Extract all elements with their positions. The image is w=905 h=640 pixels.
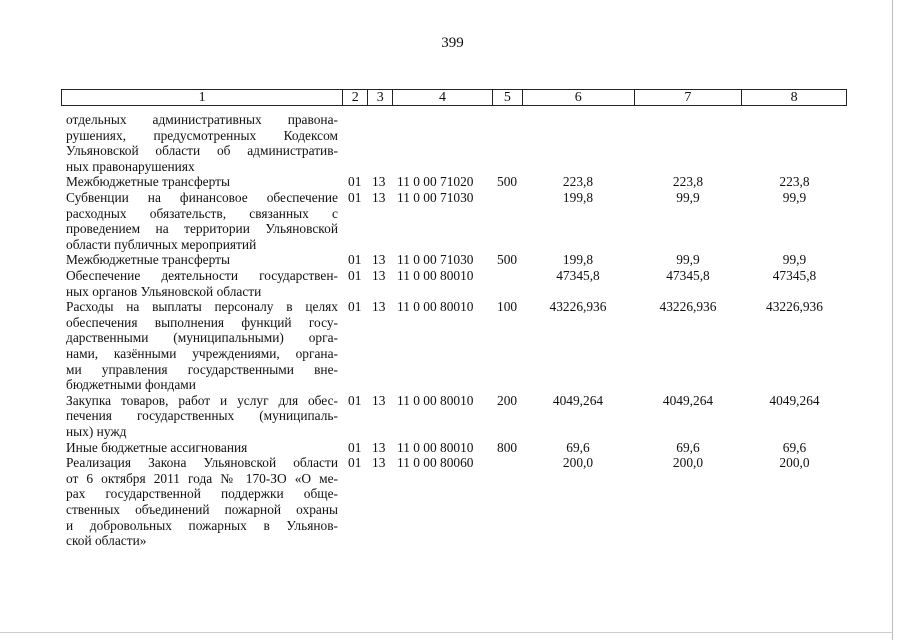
cell-col-3: 13 <box>372 174 386 190</box>
cell-col-7: 69,6 <box>676 439 700 455</box>
cell-col-5: 500 <box>497 252 518 268</box>
row-description <box>66 190 338 252</box>
header-col-6: 6 <box>523 90 635 105</box>
description-line: Субвенции на финансовое обеспечение <box>66 190 338 205</box>
description-line: ми управления государственными вне- <box>66 361 338 377</box>
description-line: области публичных мероприятий <box>66 236 257 252</box>
cell-col-7: 223,8 <box>672 174 704 190</box>
row-description <box>66 440 338 456</box>
cell-col-5: 100 <box>497 299 518 315</box>
row-description <box>66 174 338 190</box>
cell-col-2: 01 <box>348 190 362 205</box>
description-line: нами, казёнными учреждениями, органа- <box>66 345 338 361</box>
cell-col-4: 11 0 00 80060 <box>397 455 474 471</box>
description-line: дарственными (муниципальными) орга- <box>66 330 338 346</box>
cell-col-5: 200 <box>497 392 518 408</box>
cell-col-8: 99,9 <box>782 190 807 205</box>
description-line: ственных объединений пожарной охраны <box>66 501 338 517</box>
cell-col-8: 223,8 <box>779 174 810 190</box>
description-line: ных) нужд <box>66 423 127 439</box>
cell-col-8: 4049,264 <box>769 392 820 408</box>
description-line: ных органов Ульяновской области <box>66 283 262 299</box>
page-edge-right <box>892 0 893 640</box>
description-line: от 6 октября 2011 года № 170-ЗО «О ме- <box>66 470 338 486</box>
cell-col-2: 01 <box>348 455 362 471</box>
description-line: рушениях, предусмотренных Кодексом <box>66 127 338 143</box>
cell-col-8: 200,0 <box>779 455 810 471</box>
header-col-8: 8 <box>790 90 798 105</box>
cell-col-2: 01 <box>348 174 362 190</box>
cell-col-5: 500 <box>497 174 518 190</box>
cell-col-2: 01 <box>348 299 362 315</box>
row-description <box>66 252 338 268</box>
description-line: отдельных административных правона- <box>66 112 338 127</box>
cell-col-6: 69,6 <box>566 439 590 455</box>
cell-col-7: 43226,936 <box>659 299 717 315</box>
cell-col-8: 43226,936 <box>766 299 823 315</box>
description-line: Иные бюджетные ассигнования <box>66 439 248 455</box>
description-line: Обеспечение деятельности государствен- <box>66 268 338 283</box>
description-line: печения государственных (муниципаль- <box>66 408 338 424</box>
cell-col-6: 223,8 <box>562 174 594 190</box>
header-col-4: 4 <box>393 90 493 105</box>
cell-col-2: 01 <box>348 392 362 408</box>
cell-col-4: 11 0 00 80010 <box>397 439 474 455</box>
cell-col-3: 13 <box>372 268 386 283</box>
cell-col-3: 13 <box>372 252 386 268</box>
cell-col-8: 69,6 <box>782 439 807 455</box>
cell-col-4: 11 0 00 71020 <box>397 174 474 190</box>
description-line: ской области» <box>66 533 147 549</box>
description-line: и добровольных пожарных в Ульянов- <box>66 517 338 533</box>
cell-col-3: 13 <box>372 299 386 315</box>
cell-col-8: 47345,8 <box>772 268 817 283</box>
page-number: 399 <box>441 35 464 51</box>
cell-col-7: 4049,264 <box>662 392 714 408</box>
description-line: Межбюджетные трансферты <box>66 252 230 268</box>
cell-col-2: 01 <box>348 268 362 283</box>
cell-col-2: 01 <box>348 439 362 455</box>
page-edge-bottom <box>0 632 893 633</box>
cell-col-6: 200,0 <box>562 455 594 471</box>
cell-col-3: 13 <box>372 190 386 205</box>
cell-col-3: 13 <box>372 455 386 471</box>
cell-col-7: 47345,8 <box>666 268 710 283</box>
cell-col-4: 11 0 00 71030 <box>397 190 474 205</box>
cell-col-8: 99,9 <box>782 252 807 268</box>
header-col-7: 7 <box>635 90 743 105</box>
cell-col-4: 11 0 00 80010 <box>397 392 474 408</box>
cell-col-7: 200,0 <box>672 455 704 471</box>
row-description <box>66 393 338 440</box>
description-line: проведением на территории Ульяновской <box>66 221 338 237</box>
cell-col-4: 11 0 00 71030 <box>397 252 474 268</box>
cell-col-5: 800 <box>497 439 518 455</box>
description-line: ных правонарушениях <box>66 158 195 174</box>
row-description <box>66 299 338 393</box>
cell-col-3: 13 <box>372 392 386 408</box>
row-description <box>66 112 338 174</box>
description-line: бюджетными фондами <box>66 377 196 393</box>
table-header <box>61 89 847 106</box>
row-description <box>66 268 338 299</box>
description-line: расходных обязательств, связанных с <box>66 205 338 221</box>
header-col-3: 3 <box>368 90 393 105</box>
cell-col-4: 11 0 00 80010 <box>397 268 474 283</box>
cell-col-6: 47345,8 <box>556 268 600 283</box>
row-description <box>66 455 338 549</box>
cell-col-6: 4049,264 <box>552 392 604 408</box>
description-line: Реализация Закона Ульяновской области <box>66 455 338 471</box>
cell-col-6: 199,8 <box>562 190 594 205</box>
cell-col-2: 01 <box>348 252 362 268</box>
header-col-1: 1 <box>62 90 343 105</box>
cell-col-6: 43226,936 <box>549 299 607 315</box>
description-line: Расходы на выплаты персоналу в целях <box>66 299 338 315</box>
description-line: рах государственной поддержки обще- <box>66 486 338 502</box>
description-line: Закупка товаров, работ и услуг для обес- <box>66 392 338 408</box>
cell-col-3: 13 <box>372 439 386 455</box>
header-col-2: 2 <box>343 90 368 105</box>
cell-col-6: 199,8 <box>562 252 594 268</box>
description-line: обеспечения выполнения функций госу- <box>66 314 338 330</box>
cell-col-7: 99,9 <box>676 252 700 268</box>
description-line: Межбюджетные трансферты <box>66 174 230 190</box>
description-line: Ульяновской области об административ- <box>66 143 338 159</box>
cell-col-7: 99,9 <box>676 190 700 205</box>
header-col-5: 5 <box>493 90 523 105</box>
cell-col-4: 11 0 00 80010 <box>397 299 474 315</box>
